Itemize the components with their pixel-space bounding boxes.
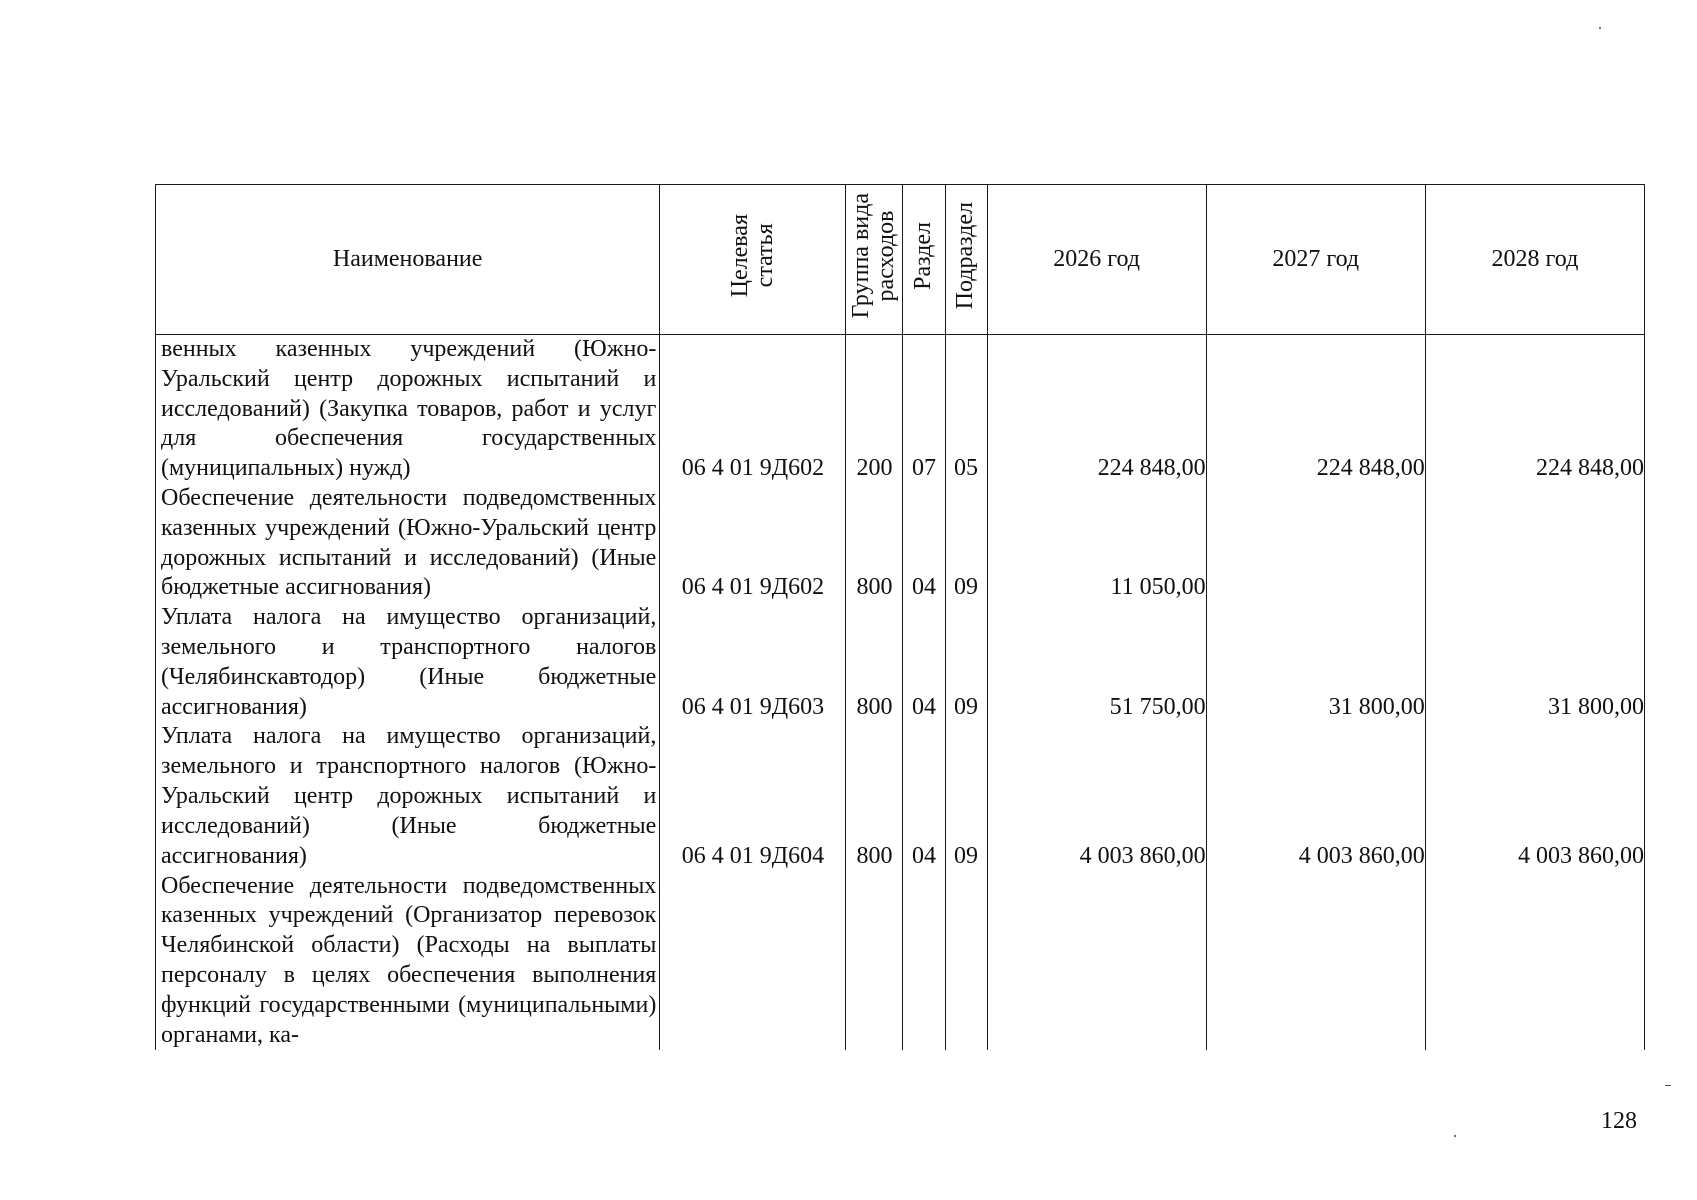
row-section: 04 xyxy=(903,603,945,722)
row-target-article: 06 4 01 9Д604 xyxy=(660,722,846,871)
row-subsection: 09 xyxy=(945,603,987,722)
table-row xyxy=(156,484,1645,603)
header-subsection: Подраздел xyxy=(945,185,987,335)
row-amount-2026: 11 050,00 xyxy=(987,484,1206,603)
row-expense-group: 200 xyxy=(846,335,903,484)
row-target-article: 06 4 01 9Д602 xyxy=(660,484,846,603)
scan-speck xyxy=(1454,1135,1456,1137)
row-target-article: 06 4 01 9Д602 xyxy=(660,335,846,484)
row-amount-2026: 4 003 860,00 xyxy=(987,722,1206,871)
header-target-article: Целевая статья xyxy=(660,185,846,335)
header-name: Наименование xyxy=(156,185,660,335)
budget-table xyxy=(155,184,1645,1050)
row-target-article xyxy=(660,871,846,1050)
row-amount-2027 xyxy=(1206,871,1425,1050)
row-amount-2028: 224 848,00 xyxy=(1425,335,1644,484)
row-amount-2026: 224 848,00 xyxy=(987,335,1206,484)
row-section xyxy=(903,871,945,1050)
header-expense-group: Группа вида расходов xyxy=(846,185,903,335)
row-section: 07 xyxy=(903,335,945,484)
row-name: Обеспечение деятельности подведомственных казенных учреждений (Организатор перевозок Челябинской области) (Расходы на выплаты персоналу в целях обеспечения выполнения функций государственными (муниципальными) органами, ка- xyxy=(156,871,660,1050)
row-name: Обеспечение деятельности подведомственных казенных учреждений (Южно-Уральский центр дорожных испытаний и исследований) (Иные бюджетные ассигнования) xyxy=(156,484,660,603)
table-header xyxy=(156,185,1645,335)
row-amount-2028 xyxy=(1425,484,1644,603)
row-amount-2027: 224 848,00 xyxy=(1206,335,1425,484)
row-amount-2028 xyxy=(1425,871,1644,1050)
row-amount-2026 xyxy=(987,871,1206,1050)
row-subsection: 05 xyxy=(945,335,987,484)
header-section: Раздел xyxy=(903,185,945,335)
row-name: венных казенных учреждений (Южно-Уральский центр дорожных испытаний и исследований) (Закупка товаров, работ и услуг для обеспечения государственных (муниципальных) нужд) xyxy=(156,335,660,484)
row-amount-2026: 51 750,00 xyxy=(987,603,1206,722)
header-2028: 2028 год xyxy=(1425,185,1644,335)
row-amount-2028: 4 003 860,00 xyxy=(1425,722,1644,871)
row-subsection xyxy=(945,871,987,1050)
row-expense-group: 800 xyxy=(846,603,903,722)
row-amount-2027 xyxy=(1206,484,1425,603)
table-row xyxy=(156,722,1645,871)
table-row xyxy=(156,871,1645,1050)
scan-speck xyxy=(1599,27,1601,29)
row-subsection: 09 xyxy=(945,722,987,871)
row-section: 04 xyxy=(903,722,945,871)
row-amount-2027: 4 003 860,00 xyxy=(1206,722,1425,871)
scan-speck xyxy=(1665,1085,1671,1086)
table-row xyxy=(156,335,1645,484)
table-body xyxy=(156,335,1645,1051)
row-expense-group xyxy=(846,871,903,1050)
row-amount-2028: 31 800,00 xyxy=(1425,603,1644,722)
row-amount-2027: 31 800,00 xyxy=(1206,603,1425,722)
row-section: 04 xyxy=(903,484,945,603)
table-row xyxy=(156,603,1645,722)
page-number: 128 xyxy=(1601,1108,1637,1134)
row-name: Уплата налога на имущество организаций, земельного и транспортного налогов (Южно-Уральский центр дорожных испытаний и исследований) (Иные бюджетные ассигнования) xyxy=(156,722,660,871)
row-target-article: 06 4 01 9Д603 xyxy=(660,603,846,722)
row-subsection: 09 xyxy=(945,484,987,603)
row-name: Уплата налога на имущество организаций, земельного и транспортного налогов (Челябинскавтодор) (Иные бюджетные ассигнования) xyxy=(156,603,660,722)
header-2027: 2027 год xyxy=(1206,185,1425,335)
row-expense-group: 800 xyxy=(846,484,903,603)
header-2026: 2026 год xyxy=(987,185,1206,335)
row-expense-group: 800 xyxy=(846,722,903,871)
